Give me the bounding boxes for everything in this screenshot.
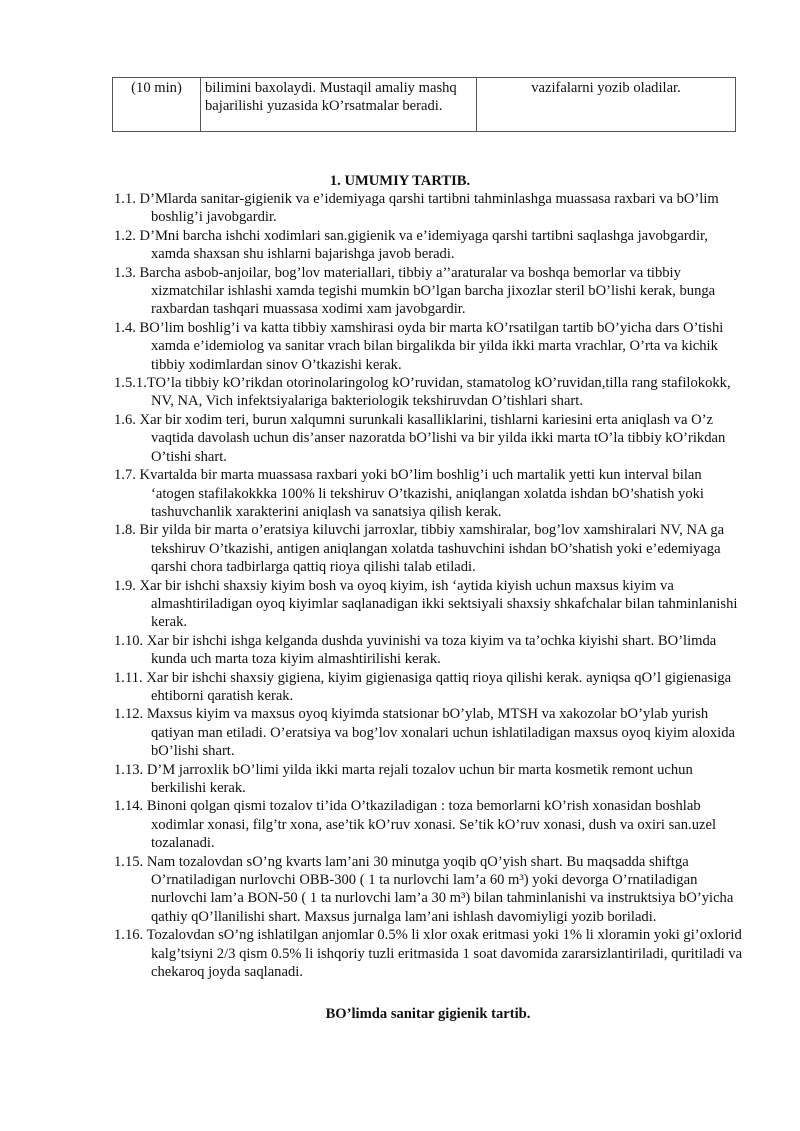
list-item (114, 797, 746, 852)
students-activity-cell: vazifalarni yozib oladilar. (477, 78, 736, 132)
item-number: 1.12. (114, 706, 144, 723)
item-number: 1.1. (114, 191, 136, 207)
item-number: 1.14. (114, 798, 144, 815)
teacher-activity-cell: bilimini baxolaydi. Mustaqil amaliy mashq bajarilishi yuzasida kO’rsatmalar beradi. (201, 78, 477, 132)
list-item (114, 227, 746, 264)
list-item (114, 521, 746, 576)
rules-list (114, 190, 746, 981)
time-cell: (10 min) (113, 78, 201, 132)
list-item (114, 632, 746, 669)
item-number: 1.5.1. (114, 375, 147, 392)
item-text: Kvartalda bir marta muassasa raxbari yoki bO’lim boshlig’i uch martalik yetti kun interval bilan ‘atogen stafilakokkka 100% li tekshiruv O’tkazishi, aniqlangan xolatda ishdan bO’shatish yoki tashuvchanlik xarakterini aniqlash va sanatsiya qilish kerak. (139, 467, 704, 520)
item-text: Nam tozalovdan sO’ng kvarts lam’ani 30 minutga yoqib qO’yish shart. Bu maqsadda shiftga O’rnatiladigan nurlovchi OBB-300 ( 1 ta nurlovchi lam’a 60 m³) yoki devorga O’rnatiladigan nurlovchi lam’a BON-50 ( 1 ta nurlovchi lam’a 30 m³) bilan tahminlanishi va instruktsiya bO’yicha qathiy qO’llanilishi shart. Maxsus jurnalga lam’ani ishlash davomiyligi yozib boriladi. (146, 853, 734, 925)
item-text: D’Mlarda sanitar-gigienik va e’idemiyaga qarshi tartibni tahminlashga muassasa raxbari va bO’lim boshlig’i javobgardir. (139, 191, 719, 226)
item-text: Tozalovdan sO’ng ishlatilgan anjomlar 0.5% li xlor oxak eritmasi yoki 1% li xloramin yoki gi’oxlorid kalg’tsiyni 2/3 qism 0.5% li ishqoriy tuzli eritmasida 1 soat davomida zararsizlantiriladi, quritiladi va chekaroq joyda saqlanadi. (146, 927, 743, 981)
list-item (114, 853, 746, 927)
item-number: 1.16. (114, 927, 144, 944)
item-text: Barcha asbob-anjoilar, bog’lov materiallari, tibbiy a’’araturalar va boshqa bemorlar va tibbiy xizmatchilar ishlashi xamda tegishi mumkin bO’lgan barcha jixozlar steril bO’lishi kerak, bunga raxbardan tashqari muassasa xodimi xam javobgardir. (139, 264, 716, 318)
item-number: 1.10. (114, 632, 144, 649)
list-item (114, 705, 746, 760)
item-number: 1.11. (114, 669, 143, 686)
item-text: Xar bir ishchi shaxsiy gigiena, kiyim gigienasiga qattiq rioya qilishi kerak. ayniqsa qO’l gigienasiga ehtiborni qaratish kerak. (146, 669, 732, 704)
list-item (114, 374, 746, 411)
lesson-plan-table (112, 77, 736, 132)
item-text: Maxsus kiyim va maxsus oyoq kiyimda statsionar bO’ylab, MTSH va xakozolar bO’ylab yurish qatiyan man etiladi. O’eratsiya va bog’lov xonalari uchun ishlatiladigan maxsus oyoq kiyim aloxida bO’lishi shart. (146, 706, 736, 760)
list-item (114, 669, 746, 706)
item-text: D’M jarroxlik bO’limi yilda ikki marta rejali tozalov uchun bir marta kosmetik remont uchun berkilishi kerak. (146, 761, 693, 796)
item-number: 1.13. (114, 761, 144, 778)
item-number: 1.3. (114, 264, 136, 281)
item-number: 1.8. (114, 522, 136, 539)
list-item (114, 761, 746, 798)
list-item (114, 577, 746, 632)
list-item (114, 264, 746, 319)
subsection-title: BO’limda sanitar gigienik tartib. (325, 1006, 531, 1022)
item-text: Xar bir xodim teri, burun xalqumni surunkali kasalliklarini, tishlarni kariesini erta aniqlash va O’z vaqtida davolash uchun dis’anser nazoratda bO’lishi va bir yilda ikki marta tO’la tibbiy kO’rikdan O’tishi shart. (139, 411, 726, 465)
item-number: 1.2. (114, 227, 136, 244)
item-text: Xar bir ishchi ishga kelganda dushda yuvinishi va toza kiyim va ta’ochka kiyishi shart. BO’limda kunda uch marta toza kiyim almashtirilishi kerak. (146, 632, 717, 668)
item-text: Bir yilda bir marta o’eratsiya kiluvchi jarroxlar, tibbiy xamshiralar, bog’lov xamshiralari NV, NA ga tekshiruv O’tkazishi, antigen aniqlangan xolatda tashuvchini ishdan bO’shatish yoki e’edemiyaga qarshi chora tadbirlarga qattiq rioya qilishi talab etiladi. (139, 522, 725, 576)
item-number: 1.7. (114, 467, 136, 484)
list-item (114, 411, 746, 466)
item-number: 1.4. (114, 319, 136, 336)
list-item (114, 466, 746, 521)
item-text: TO’la tibbiy kO’rikdan otorinolaringolog kO’ruvidan, stamatolog kO’ruvidan,tilla rang stafilokokk, NV, NA, Vich infektsiyalariga bakteriologik tekshiruvdan O’tishlari shart. (146, 375, 731, 410)
list-item (114, 319, 746, 374)
list-item (114, 926, 746, 981)
item-text: D’Mni barcha ishchi xodimlari san.gigienik va e’idemiyaga qarshi tartibni saqlashga javobgardir, xamda shaxsan shu ishlarni bajarishga javob beradi. (139, 227, 708, 263)
table-row (113, 78, 736, 132)
item-number: 1.15. (114, 853, 144, 870)
list-item (114, 190, 746, 227)
item-number: 1.6. (114, 411, 136, 428)
item-text: Xar bir ishchi shaxsiy kiyim bosh va oyoq kiyim, ish ‘aytida kiyish uchun maxsus kiyim va almashtiriladigan oyoq kiyimlar saqlanadigan ikki sektsiyali shaxsiy shkafchalar bilan tahminlanishi kerak. (139, 577, 738, 631)
item-text: BO’lim boshlig’i va katta tibbiy xamshirasi oyda bir marta kO’rsatilgan tartib bO’yicha dars O’tishi xamda e’idemiolog va sanitar vrach bilan birgalikda bir yilda ikki marta vrachlar, O’rta va kichik tibbiy xodimlardan sinov O’tkazishi kerak. (139, 319, 724, 373)
item-number: 1.9. (114, 577, 136, 594)
item-text: Binoni qolgan qismi tozalov ti’ida O’tkaziladigan : toza bemorlarni kO’rish xonasidan boshlab xodimlar xonasi, filg’tr xona, ase’tik kO’ruv xonasi. Se’tik kO’ruv xonasi, dush va oxiri san.uzel tozalanadi. (146, 798, 717, 852)
section-title: 1. UMUMIY TARTIB. (329, 173, 471, 189)
